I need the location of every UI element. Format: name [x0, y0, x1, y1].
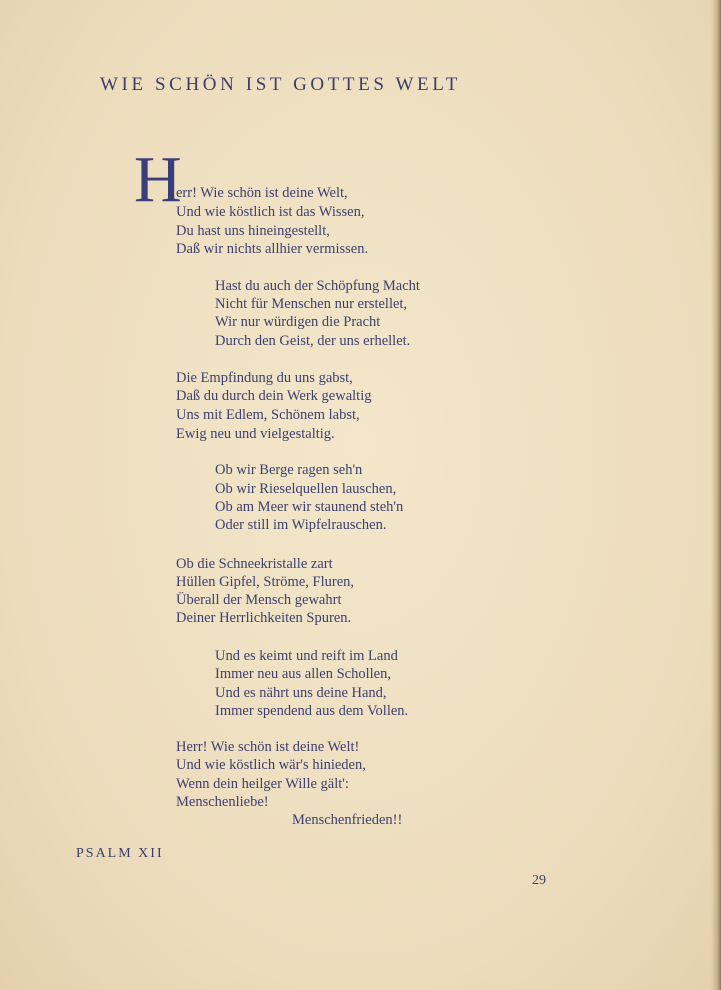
poem-line: Hüllen Gipfel, Ströme, Fluren, [176, 574, 355, 590]
poem-line: Immer spendend aus dem Vollen. [215, 703, 409, 719]
poem-line: Du hast uns hineingestellt, [176, 223, 330, 239]
poem-line: Und wie köstlich wär's hinieden, [176, 757, 366, 773]
poem-line: Daß du durch dein Werk gewaltig [176, 388, 372, 404]
poem-line: Oder still im Wipfelrauschen. [215, 517, 387, 533]
poem-line: Uns mit Edlem, Schönem labst, [176, 407, 360, 423]
poem-line: Ob wir Rieselquellen lauschen, [215, 481, 397, 497]
poem-line: Herr! Wie schön ist deine Welt! [176, 739, 360, 755]
poem-line: Immer neu aus allen Schollen, [215, 666, 391, 682]
poem-line: Nicht für Menschen nur erstellet, [215, 296, 408, 312]
poem-title: WIE SCHÖN IST GOTTES WELT [100, 74, 461, 95]
drop-cap: H [134, 143, 182, 216]
poem-line: Überall der Mensch gewahrt [176, 592, 342, 608]
poem-line: Wir nur würdigen die Pracht [215, 314, 381, 330]
poem-line: Ob wir Berge ragen seh'n [215, 462, 363, 478]
poem-line: Deiner Herrlichkeiten Spuren. [176, 610, 352, 626]
poem-line: Wenn dein heilger Wille gält': [176, 776, 349, 792]
poem-line: Ewig neu und vielgestaltig. [176, 426, 335, 442]
poem-line: Die Empfindung du uns gabst, [176, 370, 353, 386]
poem-line: Und wie köstlich ist das Wissen, [176, 204, 365, 220]
page-edge-shadow [711, 0, 721, 990]
poem-line: Menschenfrieden!! [292, 812, 403, 828]
poem-line: Hast du auch der Schöpfung Macht [215, 278, 420, 294]
poem-line: Durch den Geist, der uns erhellet. [215, 333, 411, 349]
poem-line: Menschenliebe! [176, 794, 269, 810]
poem-line: Ob am Meer wir staunend steh'n [215, 499, 404, 515]
page-number: 29 [532, 873, 546, 888]
poem-line: Und es nährt uns deine Hand, [215, 685, 387, 701]
poem-line: Ob die Schneekristalle zart [176, 556, 333, 572]
poem-line: err! Wie schön ist deine Welt, [176, 185, 348, 201]
poem-line: Und es keimt und reift im Land [215, 648, 398, 664]
poem-line: Daß wir nichts allhier vermissen. [176, 241, 369, 257]
psalm-reference: PSALM XII [76, 846, 164, 861]
